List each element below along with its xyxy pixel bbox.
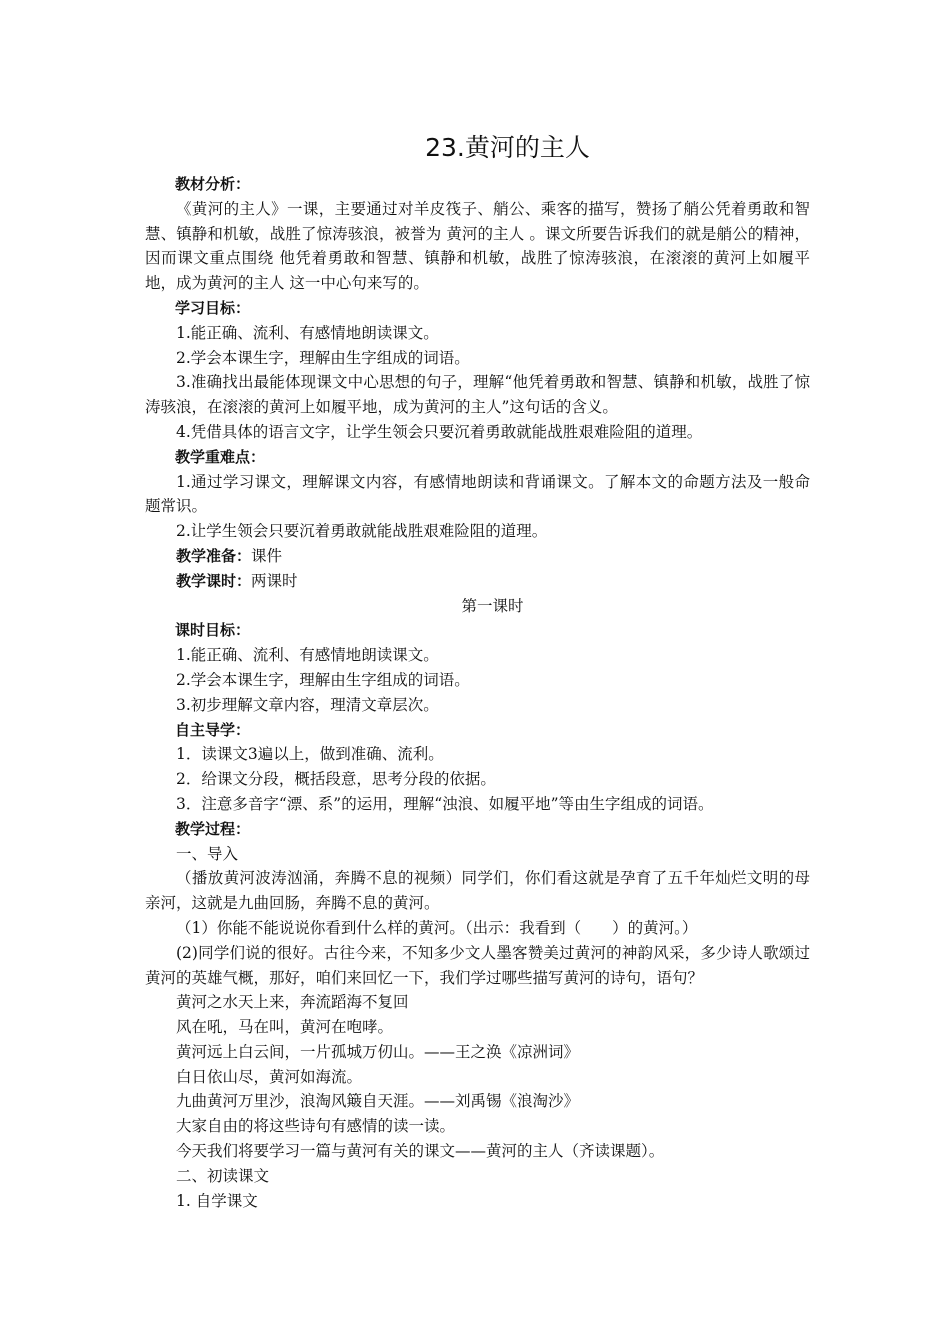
hours-line bbox=[145, 569, 810, 594]
process-line: 1. 自学课文 bbox=[176, 1191, 258, 1210]
process-line: （1）你能不能说说你看到什么样的黄河。（出示：我看到（ ）的黄河。） bbox=[176, 918, 698, 937]
guide-item: 3．注意多音字“漂、系”的运用，理解“浊浪、如履平地”等由生字组成的词语。 bbox=[176, 794, 714, 813]
goal-item: 1.能正确、流利、有感情地朗读课文。 bbox=[176, 323, 439, 342]
process-line: 今天我们将要学习一篇与黄河有关的课文——黄河的主人（齐读课题）。 bbox=[176, 1142, 665, 1161]
process-line: (2)同学们说的很好。古往今来，不知多少文人墨客赞美过黄河的神韵风采，多少诗人歌颂过黄河的英雄气概，那好，咱们来回忆一下，我们学过哪些描写黄河的诗句，语句？ bbox=[145, 943, 810, 987]
key-point-item: 1.通过学习课文，理解课文内容，有感情地朗读和背诵课文。了解本文的命题方法及一般命题常识。 bbox=[145, 472, 810, 516]
guide-item: 1．读课文3遍以上，做到准确、流利。 bbox=[176, 745, 444, 764]
poem-line: 黄河远上白云间，一片孤城万仞山。——王之涣《凉洲词》 bbox=[176, 1042, 580, 1061]
process-line: （播放黄河波涛汹涌，奔腾不息的视频）同学们，你们看这就是孕育了五千年灿烂文明的母亲河，这就是九曲回肠，奔腾不息的黄河。 bbox=[145, 869, 810, 913]
process-heading: 教学过程： bbox=[175, 819, 251, 838]
goal-item: 4.凭借具体的语言文字，让学生领会只要沉着勇敢就能战胜艰难险阻的道理。 bbox=[176, 422, 703, 441]
analysis-text: 《黄河的主人》一课，主要通过对羊皮筏子、艄公、乘客的描写，赞扬了艄公凭着勇敢和智慧、镇静和机敏，战胜了惊涛骇浪，被誉为 黄河的主人 。课文所要告诉我们的就是艄公的精神，因而课文重点围绕 他凭着勇敢和智慧、镇静和机敏，战胜了惊涛骇浪，在滚滚的黄河上如履平地，成为黄河的主人 这一中心句来写的。 bbox=[145, 199, 810, 293]
process-line: 一、导入 bbox=[176, 844, 239, 863]
process-line: 二、初读课文 bbox=[176, 1166, 270, 1185]
lesson-goals-heading: 课时目标： bbox=[175, 621, 251, 640]
poem-line: 九曲黄河万里沙，浪淘风簸自天涯。——刘禹锡《浪淘沙》 bbox=[176, 1092, 580, 1111]
lesson-goal-item: 2.学会本课生字，理解由生字组成的词语。 bbox=[176, 670, 470, 689]
hours-value: 两课时 bbox=[251, 571, 298, 590]
prep-value: 课件 bbox=[251, 546, 283, 565]
document-page bbox=[145, 128, 810, 1213]
poem-line: 白日依山尽，黄河如海流。 bbox=[176, 1067, 363, 1086]
hours-label: 教学课时： bbox=[176, 571, 252, 590]
key-points-heading: 教学重难点： bbox=[175, 447, 266, 466]
process-line: 大家自由的将这些诗句有感情的读一读。 bbox=[176, 1117, 456, 1136]
goal-item: 3.准确找出最能体现课文中心思想的句子，理解“他凭着勇敢和智慧、镇静和机敏，战胜了惊涛骇浪，在滚滚的黄河上如履平地，成为黄河的主人”这句话的含义。 bbox=[145, 373, 810, 417]
goals-heading: 学习目标： bbox=[175, 298, 251, 317]
lesson-title: 第一课时 bbox=[461, 596, 524, 615]
poem-line: 风在吼，马在叫，黄河在咆哮。 bbox=[176, 1018, 394, 1037]
lesson-goal-item: 3.初步理解文章内容，理清文章层次。 bbox=[176, 695, 439, 714]
poem-line: 黄河之水天上来，奔流蹈海不复回 bbox=[176, 993, 409, 1012]
key-point-item: 2.让学生领会只要沉着勇敢就能战胜艰难险阻的道理。 bbox=[176, 522, 548, 541]
analysis-heading: 教材分析： bbox=[175, 175, 251, 193]
goal-item: 2.学会本课生字，理解由生字组成的词语。 bbox=[176, 348, 470, 367]
guide-heading: 自主导学： bbox=[175, 720, 251, 739]
document-title: 23.黄河的主人 bbox=[425, 133, 590, 162]
lesson-goal-item: 1.能正确、流利、有感情地朗读课文。 bbox=[176, 646, 439, 665]
prep-label: 教学准备： bbox=[176, 546, 252, 565]
guide-item: 2．给课文分段，概括段意，思考分段的依据。 bbox=[176, 770, 496, 789]
prep-line bbox=[145, 544, 810, 569]
